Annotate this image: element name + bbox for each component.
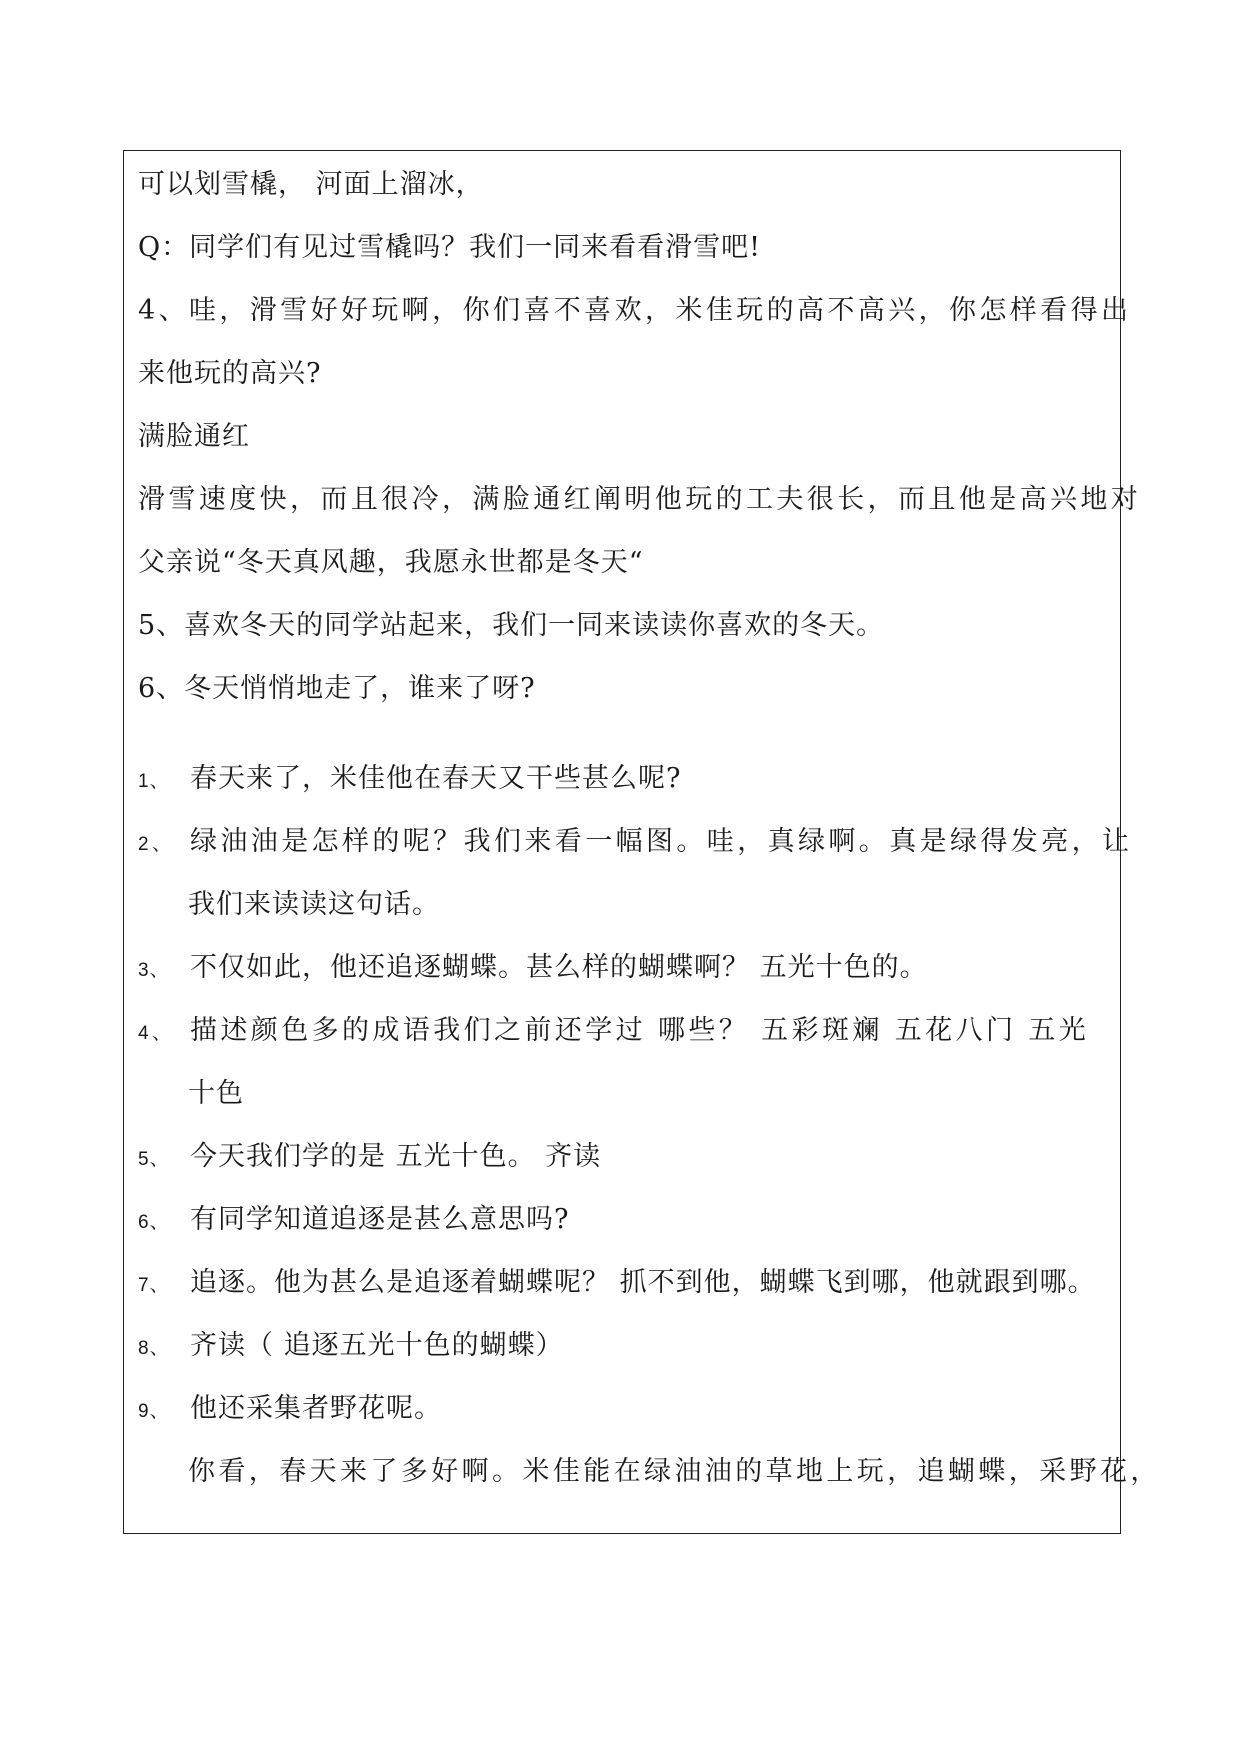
- list-text: 齐读（ 追逐五光十色的蝴蝶）: [190, 1330, 564, 1361]
- list-text: 他还采集者野花呢。: [190, 1393, 442, 1424]
- list-number: 3、: [138, 960, 170, 981]
- list-item: [138, 948, 1112, 988]
- list-number: 1、: [138, 771, 170, 792]
- list-text: 十色: [188, 1078, 244, 1109]
- list-text: 我们来读读这句话。: [188, 889, 440, 920]
- list-item: [138, 1389, 1112, 1429]
- list-text: 追逐。他为甚么是追逐着蝴蝶呢？ 抓不到他，蝴蝶飞到哪，他就跟到哪。: [190, 1267, 1096, 1298]
- list-text: 描述颜色多的成语我们之前还学过 哪些？ 五彩斑斓 五花八门 五光: [190, 1015, 1090, 1046]
- text-line: 6、冬天悄悄地走了，谁来了呀?: [138, 673, 536, 704]
- list-number: 7、: [138, 1275, 170, 1296]
- list-number: 5、: [138, 1149, 170, 1170]
- list-text: 不仅如此，他还追逐蝴蝶。甚么样的蝴蝶啊？ 五光十色的。: [190, 952, 928, 983]
- list-item: [138, 759, 1112, 799]
- text-line: 4、哇，滑雪好好玩啊，你们喜不喜欢，米佳玩的高不高兴，你怎样看得出: [138, 295, 1132, 326]
- text-line: 满脸通红: [138, 421, 250, 452]
- list-item-continuation: [138, 1452, 1161, 1492]
- list-text: 你看，春天来了多好啊。米佳能在绿油油的草地上玩，追蝴蝶，采野花，: [188, 1456, 1161, 1487]
- list-text: 今天我们学的是 五光十色。 齐读: [190, 1141, 602, 1172]
- content-table-cell: [123, 150, 1161, 1534]
- list-item: [138, 1200, 1112, 1240]
- list-item: [138, 1137, 1112, 1177]
- text-line: 来他玩的高兴?: [138, 358, 322, 389]
- list-number: 9、: [138, 1401, 170, 1422]
- list-item: [138, 1263, 1112, 1303]
- list-item-continuation: [138, 885, 1112, 925]
- text-line: 5、喜欢冬天的同学站起来，我们一同来读读你喜欢的冬天。: [138, 610, 885, 641]
- list-text: 有同学知道追逐是甚么意思吗?: [190, 1204, 570, 1235]
- list-item: [138, 1011, 1112, 1051]
- text-line: 滑雪速度快，而且很冷，满脸通红阐明他玩的工夫很长，而且他是高兴地对: [138, 484, 1142, 515]
- list-item: [138, 1326, 1112, 1366]
- text-line: 父亲说“冬天真风趣，我愿永世都是冬天“: [138, 547, 644, 578]
- list-text: 绿油油是怎样的呢？我们来看一幅图。哇，真绿啊。真是绿得发亮，让: [190, 826, 1133, 857]
- list-number: 6、: [138, 1212, 170, 1233]
- list-item: [138, 822, 1133, 862]
- list-text: 春天来了，米佳他在春天又干些甚么呢?: [190, 763, 682, 794]
- text-line: 可以划雪橇， 河面上溜冰，: [138, 169, 484, 200]
- list-number: 2、: [138, 834, 175, 855]
- list-item-continuation: [138, 1074, 1112, 1114]
- list-number: 4、: [138, 1023, 175, 1044]
- list-number: 8、: [138, 1338, 170, 1359]
- text-line: Q：同学们有见过雪橇吗？我们一同来看看滑雪吧!: [138, 232, 761, 263]
